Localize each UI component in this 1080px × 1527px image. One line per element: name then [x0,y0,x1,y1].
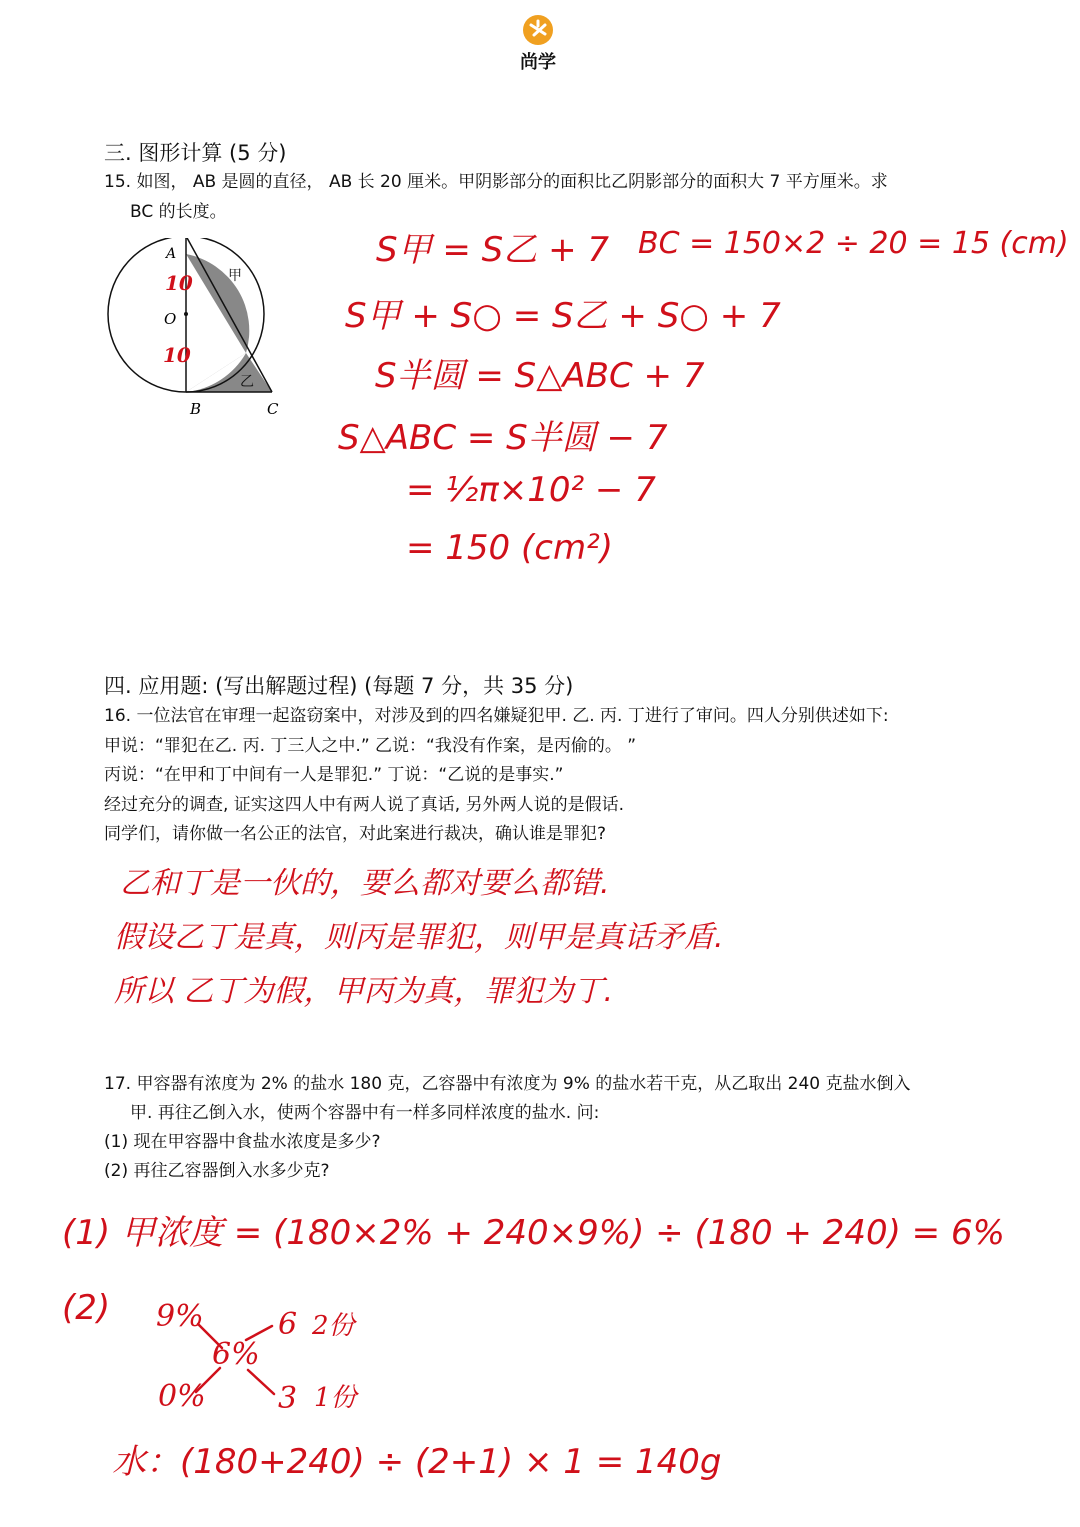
label-b: B [190,400,202,418]
q15-work-2: S甲 + S○ = S乙 + S○ + 7 [345,296,781,336]
q16-line1: 16. 一位法官在审理一起盗窃案中，对涉及到的四名嫌疑犯甲. 乙. 丙. 丁进行了审问。四人分别供述如下: [104,706,889,726]
q15-work-3: S半圆 = S△ABC + 7 [375,356,705,396]
q17-water: 水：(180+240) ÷ (2+1) × 1 = 140g [112,1442,722,1482]
q16-work-3: 所以 乙丁为假，甲丙为真，罪犯为丁. [114,974,614,1009]
cross-top-left: 9% [156,1299,204,1334]
brand-name: 尚学 [520,52,556,73]
cross-bottom-left: 0% [158,1379,206,1414]
label-jia: 甲 [228,268,242,284]
q17-line3: (1) 现在甲容器中食盐水浓度是多少? [104,1132,381,1152]
q16-line5: 同学们，请你做一名公正的法官，对此案进行裁决，确认谁是罪犯? [104,824,607,844]
cross-bottom-right: 3 [278,1381,298,1416]
label-yi: 乙 [240,374,254,390]
q17-work-2-label: (2) [62,1288,111,1328]
cross-bottom-share: 1份 [314,1383,357,1413]
radius-top: 10 [165,271,193,295]
q16-line3: 丙说：“在甲和丁中间有一人是罪犯.” 丁说：“乙说的是事实.” [104,765,564,785]
q16-work-2: 假设乙丁是真，则丙是罪犯，则甲是真话矛盾. [114,920,724,955]
q16-work-1: 乙和丁是一伙的，要么都对要么都错. [120,866,610,901]
q17-line2: 甲. 再往乙倒入水，使两个容器中有一样多同样浓度的盐水. 问: [130,1103,600,1123]
radius-bottom: 10 [163,343,191,367]
q15-work-4: S△ABC = S半圆 − 7 [338,418,668,458]
label-a: A [166,246,177,262]
label-c: C [267,400,279,418]
q15-line2: BC 的长度。 [130,202,227,222]
q15-work-6: = 150 (cm²) [406,528,613,568]
cross-top-right: 6 [278,1307,298,1342]
q17-work-1: (1) 甲浓度 = (180×2% + 240×9%) ÷ (180 + 240) = 6% [62,1213,1005,1253]
section4-heading: 四. 应用题: (写出解题过程) (每题 7 分，共 35 分) [104,674,574,698]
cross-top-share: 2份 [312,1311,355,1341]
q15-line1: 15. 如图， AB 是圆的直径， AB 长 20 厘米。甲阴影部分的面积比乙阴影部分的面积大 7 平方厘米。求 [104,172,888,192]
brand-logo-icon [522,14,554,46]
cross-center: 6% [212,1337,260,1372]
q17-cross-diagram [150,1290,390,1425]
q16-line4: 经过充分的调查, 证实这四人中有两人说了真话, 另外两人说的是假话. [104,795,625,815]
q15-figure [100,238,290,423]
label-o: O [164,310,177,328]
q15-work-5: = ½π×10² − 7 [406,470,656,510]
q17-line1: 17. 甲容器有浓度为 2% 的盐水 180 克，乙容器中有浓度为 9% 的盐水若干克，从乙取出 240 克盐水倒入 [104,1074,911,1094]
q16-line2: 甲说：“罪犯在乙. 丙. 丁三人之中.” 乙说：“我没有作案，是丙偷的。 ” [104,736,637,756]
brand-logo [488,14,588,74]
q17-line4: (2) 再往乙容器倒入水多少克? [104,1161,330,1181]
section3-heading: 三. 图形计算 (5 分) [104,141,287,165]
q15-answer: BC = 150×2 ÷ 20 = 15 (cm) [638,226,1069,261]
center-dot [184,312,188,316]
q15-work-1: S甲 = S乙 + 7 [376,230,610,270]
